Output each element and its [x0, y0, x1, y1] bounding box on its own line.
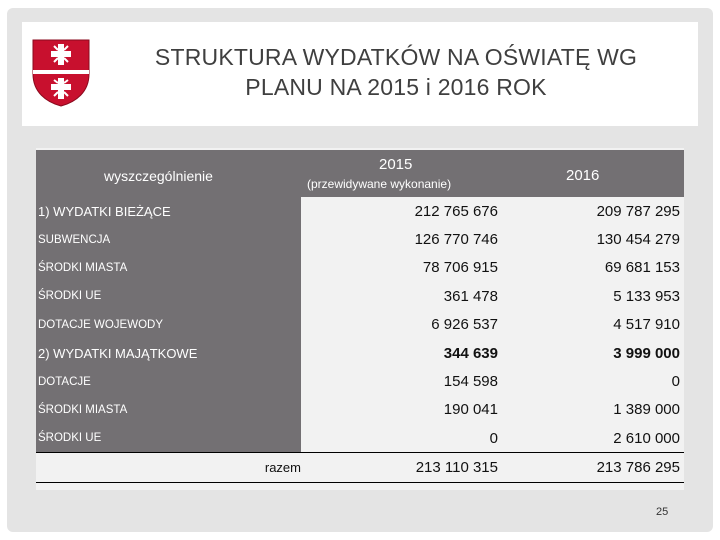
- header-label: wyszczególnienie: [36, 150, 301, 197]
- table-row: [36, 282, 684, 310]
- value-2015-text: 126 770 746: [414, 231, 498, 249]
- total-label: razem: [36, 453, 301, 483]
- table-header-row: [36, 150, 684, 197]
- value-2015: [301, 396, 498, 424]
- value-2016: 69 681 153: [498, 254, 684, 282]
- value-2015: [301, 339, 498, 367]
- value-2015: [301, 225, 498, 253]
- value-2015: [301, 424, 498, 452]
- value-2015: [301, 197, 498, 225]
- row-label: ŚRODKI MIASTA: [36, 254, 301, 282]
- value-2015-text: 344 639: [443, 344, 498, 362]
- value-2016: 5 133 953: [498, 282, 684, 310]
- table-row: [36, 311, 684, 339]
- row-label: DOTACJE WOJEWODY: [36, 311, 301, 339]
- total-row: [36, 453, 684, 483]
- table-row: [36, 367, 684, 395]
- value-2015: [301, 311, 498, 339]
- value-2016: 1 389 000: [498, 396, 684, 424]
- value-2015-text: 6 926 537: [431, 316, 498, 334]
- page-number: 25: [656, 506, 669, 518]
- title-line-2: PLANU NA 2015 i 2016 ROK: [245, 74, 547, 100]
- table-row: [36, 225, 684, 253]
- row-label: DOTACJE: [36, 367, 301, 395]
- table-row: [36, 197, 684, 225]
- row-label: ŚRODKI UE: [36, 282, 301, 310]
- value-2015-text: 361 478: [443, 287, 498, 305]
- header-2016: 2016: [498, 150, 684, 197]
- page-title: [104, 42, 688, 102]
- value-2015: [301, 282, 498, 310]
- header-2015-subtitle: (przewidywane wykonanie): [307, 177, 452, 191]
- value-2016: 0: [498, 367, 684, 395]
- header-2015-year: 2015: [379, 156, 413, 173]
- value-2016: 209 787 295: [498, 197, 684, 225]
- title-box: [22, 22, 698, 126]
- table-row: [36, 424, 684, 452]
- value-2016: 130 454 279: [498, 225, 684, 253]
- row-label: ŚRODKI MIASTA: [36, 396, 301, 424]
- value-2016: 3 999 000: [498, 339, 684, 367]
- value-2015-text: 78 706 915: [422, 259, 498, 277]
- expenditure-table: [36, 150, 684, 483]
- value-2015-text: 154 598: [443, 373, 498, 391]
- total-2015: [301, 453, 498, 483]
- value-2016: 2 610 000: [498, 424, 684, 452]
- row-label: SUBWENCJA: [36, 225, 301, 253]
- value-2015-text: 0: [489, 429, 498, 447]
- value-2015-text: 190 041: [443, 401, 498, 419]
- value-2015: [301, 254, 498, 282]
- title-line-1: STRUKTURA WYDATKÓW NA OŚWIATĘ WG: [154, 44, 638, 70]
- total-2015-text: 213 110 315: [415, 459, 498, 477]
- table-row: [36, 339, 684, 367]
- value-2015: [301, 367, 498, 395]
- coat-of-arms-icon: [30, 36, 92, 108]
- row-label: ŚRODKI UE: [36, 424, 301, 452]
- row-label: 2) WYDATKI MAJĄTKOWE: [36, 339, 301, 367]
- value-2015-text: 212 765 676: [414, 202, 498, 220]
- total-2016: 213 786 295: [498, 453, 684, 483]
- table-row: [36, 254, 684, 282]
- table-row: [36, 396, 684, 424]
- header-2015: [301, 150, 498, 197]
- row-label: 1) WYDATKI BIEŻĄCE: [36, 197, 301, 225]
- value-2016: 4 517 910: [498, 311, 684, 339]
